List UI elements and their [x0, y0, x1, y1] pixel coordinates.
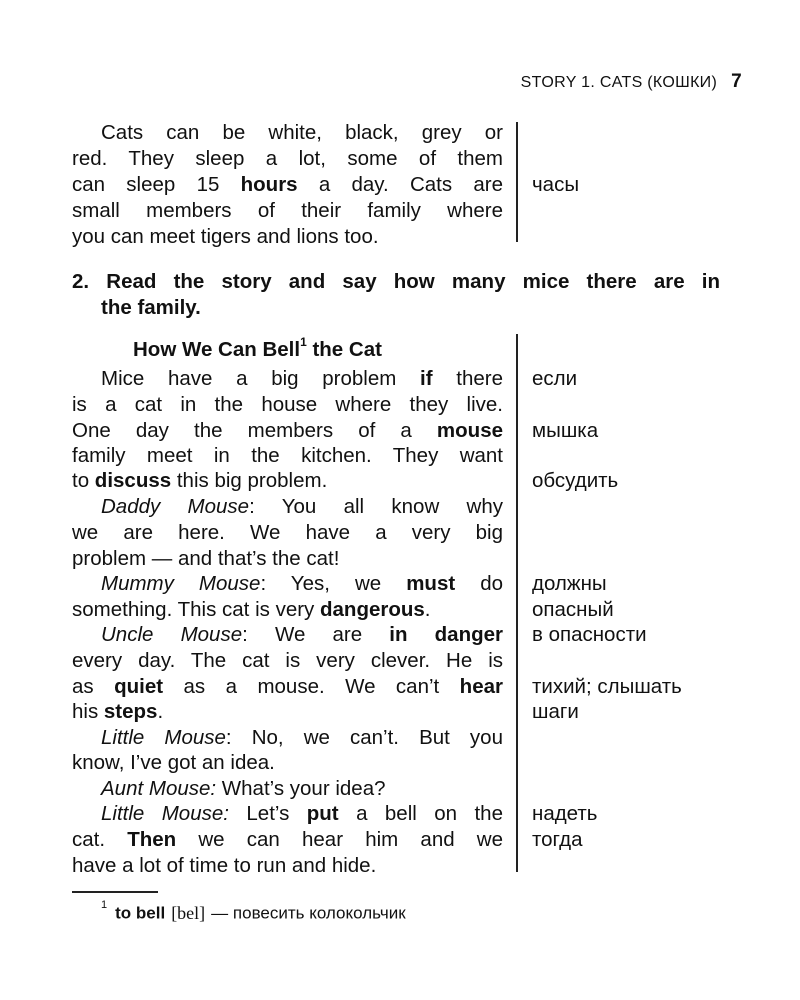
- running-header: [521, 71, 742, 93]
- gloss-quiet-hear: тихий; слышать: [532, 675, 682, 698]
- story-line: his steps.: [72, 700, 164, 723]
- story-line: family meet in the kitchen. They want: [72, 444, 503, 467]
- story-line: Uncle Mouse: We are in danger: [101, 623, 504, 646]
- column-divider: [516, 122, 518, 242]
- story-line: have a lot of time to run and hide.: [72, 854, 377, 877]
- story-title: How We Can Bell$^1$ the Cat: [133, 335, 382, 361]
- story-line: every day. The cat is very clever. He is: [72, 649, 503, 672]
- gloss-in-danger: в опасности: [532, 623, 647, 646]
- text-line: small members of their family where: [72, 199, 503, 222]
- story-line: something. This cat is very dangerous.: [72, 598, 431, 621]
- story-line: know, I’ve got an idea.: [72, 751, 275, 774]
- gloss-if: если: [532, 367, 578, 390]
- running-title: STORY 1. CATS (КОШКИ): [520, 74, 718, 91]
- gloss-then: тогда: [532, 828, 583, 851]
- column-divider: [516, 334, 518, 872]
- story-line: Aunt Mouse: What’s your idea?: [101, 777, 386, 800]
- task-instruction: 2. Read the story and say how many mice there are in: [72, 270, 720, 293]
- story-line: Little Mouse: No, we can’t. But you: [101, 726, 503, 749]
- story-line: Mummy Mouse: Yes, we must do: [101, 572, 503, 595]
- story-line: Mice have a big problem if there: [101, 367, 503, 390]
- gloss-hours: часы: [532, 173, 580, 196]
- keyword: hours: [240, 173, 298, 196]
- gloss-mouse: мышка: [532, 419, 599, 442]
- story-line: cat. Then we can hear him and we: [72, 828, 503, 851]
- page-number: 7: [731, 71, 742, 92]
- gloss-steps: шаги: [532, 700, 579, 723]
- footnote-mark: 1: [300, 335, 307, 349]
- story-line: Daddy Mouse: You all know why: [101, 495, 504, 518]
- task-instruction-cont: the family.: [101, 296, 201, 319]
- story-line: Little Mouse: Let’s put a bell on the: [101, 802, 503, 825]
- story-line: as quiet as a mouse. We can’t hear: [72, 675, 503, 698]
- story-line: we are here. We have a very big: [72, 521, 503, 544]
- gloss-dangerous: опасный: [532, 598, 614, 621]
- footnote: $^1$ to bell [bel] — повесить колокольчик: [101, 899, 406, 923]
- gloss-must: должны: [532, 572, 607, 595]
- footnote-mark: 1: [101, 899, 108, 911]
- story-line: One day the members of a mouse: [72, 419, 503, 442]
- text-line: red. They sleep a lot, some of them: [72, 147, 503, 170]
- story-line: problem — and that’s the cat!: [72, 547, 340, 570]
- story-line: is a cat in the house where they live.: [72, 393, 503, 416]
- footnote-transcription: [bel]: [171, 902, 206, 923]
- footnote-rule: [72, 891, 158, 893]
- story-line: to discuss this big problem.: [72, 469, 328, 492]
- text-line: Cats can be white, black, grey or: [101, 121, 503, 144]
- footnote-term: to bell: [115, 903, 166, 923]
- gloss-put: надеть: [532, 802, 598, 825]
- text-line: can sleep 15 hours a day. Cats are: [72, 173, 503, 196]
- text-line: you can meet tigers and lions too.: [72, 225, 379, 248]
- gloss-discuss: обсудить: [532, 469, 619, 492]
- footnote-translation: повесить колокольчик: [232, 903, 406, 923]
